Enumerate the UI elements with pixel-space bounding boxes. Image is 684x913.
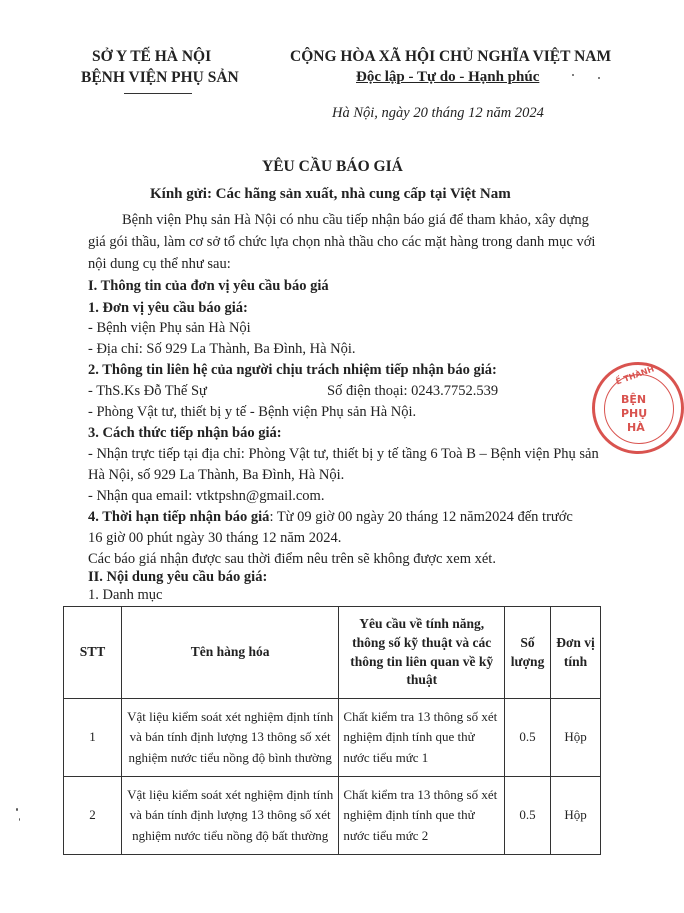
scan-speck: [572, 74, 574, 76]
receive-direct-address: Hà Nội, số 929 La Thành, Ba Đình, Hà Nội.: [88, 467, 345, 483]
row-unit: Hộp: [551, 777, 601, 855]
date-line: Hà Nội, ngày 20 tháng 12 năm 2024: [332, 105, 544, 121]
row-unit: Hộp: [551, 699, 601, 777]
stamp-text-top: Ế THÀNH: [614, 364, 656, 387]
col-qty: Số lượng: [505, 607, 551, 699]
nation-motto: Độc lập - Tự do - Hạnh phúc: [356, 69, 540, 85]
section-2-sub-1: 1. Danh mục: [88, 587, 163, 603]
stamp-text-line-3: HÀ: [627, 421, 645, 434]
intro-line-2: giá gói thầu, làm cơ sở tổ chức lựa chọn nhà thầu cho các mặt hàng trong danh mục với: [88, 234, 596, 250]
recipient: Kính gửi: Các hãng sản xuất, nhà cung cấp tại Việt Nam: [150, 186, 511, 202]
row-name: Vật liệu kiểm soát xét nghiệm định tính và bán tính định lượng 13 thông số xét nghiệm nước tiểu nồng độ bất thường: [121, 777, 338, 855]
row-stt: 2: [64, 777, 122, 855]
row-stt: 1: [64, 699, 122, 777]
scan-speck: [598, 77, 600, 79]
section-1-sub-3: 3. Cách thức tiếp nhận báo giá:: [88, 425, 282, 441]
row-name: Vật liệu kiểm soát xét nghiệm định tính và bán tính định lượng 13 thông số xét nghiệm nước tiểu nồng độ bình thường: [121, 699, 338, 777]
table-row: [64, 777, 601, 855]
org-underline: [124, 93, 192, 94]
document-title: YÊU CẦU BÁO GIÁ: [262, 158, 403, 175]
late-note: Các báo giá nhận được sau thời điểm nêu trên sẽ không được xem xét.: [88, 551, 496, 567]
table-row: [64, 699, 601, 777]
scan-speck: [16, 808, 18, 811]
scan-speck: [19, 818, 20, 821]
section-1-sub-2: 2. Thông tin liên hệ của người chịu trách nhiệm tiếp nhận báo giá:: [88, 362, 497, 378]
col-name: Tên hàng hóa: [121, 607, 338, 699]
intro-line-3: nội dung cụ thể như sau:: [88, 256, 231, 272]
hospital-stamp: [592, 362, 684, 454]
deadline-line-2: 16 giờ 00 phút ngày 30 tháng 12 năm 2024.: [88, 530, 342, 546]
deadline-line: 4. Thời hạn tiếp nhận báo giá: Từ 09 giờ 00 ngày 20 tháng 12 năm2024 đến trước: [88, 509, 573, 525]
stamp-text-line-1: BỆN: [621, 393, 647, 406]
contact-department: - Phòng Vật tư, thiết bị y tế - Bệnh viện Phụ sản Hà Nội.: [88, 404, 417, 420]
row-spec: Chất kiểm tra 13 thông số xét nghiệm định tính que thử nước tiểu mức 2: [339, 777, 505, 855]
nation-line-1: CỘNG HÒA XÃ HỘI CHỦ NGHĨA VIỆT NAM: [290, 48, 612, 65]
row-spec: Chất kiểm tra 13 thông số xét nghiệm định tính que thử nước tiểu mức 1: [339, 699, 505, 777]
section-1-heading: I. Thông tin của đơn vị yêu cầu báo giá: [88, 278, 329, 294]
receive-email: - Nhận qua email: vtktpshn@gmail.com.: [88, 488, 325, 504]
intro-line-1: Bệnh viện Phụ sản Hà Nội có nhu cầu tiếp nhận báo giá để tham khảo, xây dựng: [122, 212, 589, 228]
receive-direct: - Nhận trực tiếp tại địa chỉ: Phòng Vật tư, thiết bị y tế tầng 6 Toà B – Bệnh viện Phụ sản: [88, 446, 599, 462]
row-qty: 0.5: [505, 699, 551, 777]
table-header-row: [64, 607, 601, 699]
section-2-heading: II. Nội dung yêu cầu báo giá:: [88, 569, 268, 585]
col-stt: STT: [64, 607, 122, 699]
col-unit: Đơn vị tính: [551, 607, 601, 699]
section-1-sub-1: 1. Đơn vị yêu cầu báo giá:: [88, 300, 248, 316]
stamp-text-line-2: PHỤ: [621, 407, 648, 420]
contact-phone: Số điện thoại: 0243.7752.539: [327, 383, 499, 399]
items-table: [63, 606, 601, 855]
col-spec: Yêu cầu về tính năng, thông số kỹ thuật và các thông tin liên quan về kỹ thuật: [339, 607, 505, 699]
org-line-1: SỞ Y TẾ HÀ NỘI: [92, 48, 212, 65]
unit-address: - Địa chỉ: Số 929 La Thành, Ba Đình, Hà Nội.: [88, 341, 356, 357]
org-line-2: BỆNH VIỆN PHỤ SẢN: [81, 69, 239, 86]
contact-name: - ThS.Ks Đỗ Thế Sự: [88, 383, 207, 399]
unit-name: - Bệnh viện Phụ sản Hà Nội: [88, 320, 251, 336]
row-qty: 0.5: [505, 777, 551, 855]
